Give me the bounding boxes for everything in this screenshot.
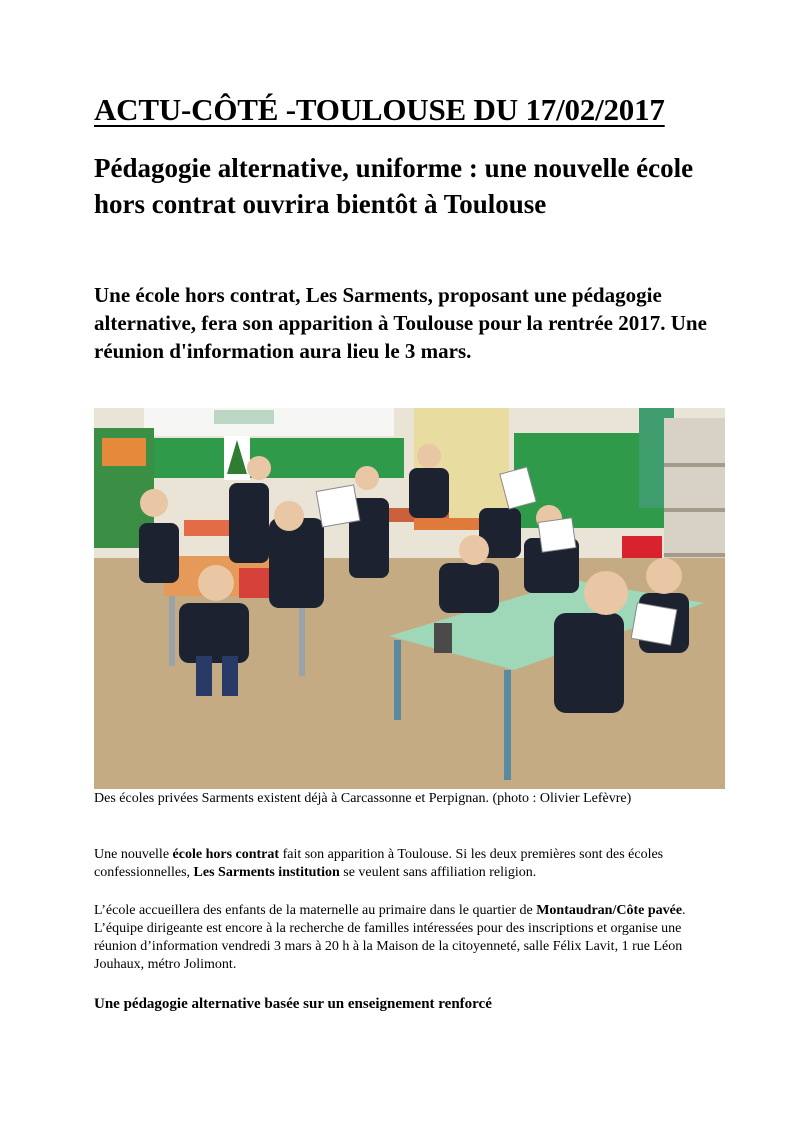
article-headline: Pédagogie alternative, uniforme : une nouvelle école hors contrat ouvrira bientôt à Toulouse [94,153,694,219]
paragraph-text: se veulent sans affiliation religion. [339,865,537,880]
classroom-photo [94,408,725,789]
paragraph-text: fait son apparition à Toulouse. Si les deux premières sont des écoles confessionnelles, [94,847,664,880]
paragraph-location [94,902,714,974]
bold-term-les-sarments: Les Sarments institution [193,865,340,880]
paragraph-text: . L’équipe dirigeante est encore à la recherche de familles intéressées pour des inscriptions et organise une réunion d’information vendredi 3 mars à 20 h à la Maison de la citoyenneté, salle Félix Lavit, 1 rue Léon Jouhaux, métro Jolimont. [94,903,686,972]
article-lead: Une école hors contrat, Les Sarments, proposant une pédagogie alternative, fera son apparition à Toulouse pour la rentrée 2017. Une réunion d'information aura lieu le 3 mars. [94,283,707,363]
photo-caption: Des écoles privées Sarments existent déjà à Carcassonne et Perpignan. (photo : Olivier Lefèvre) [94,791,632,806]
bold-term-ecole-hors-contrat: école hors contrat [172,847,280,862]
section-subheading: Une pédagogie alternative basée sur un enseignement renforcé [94,996,492,1012]
paragraph-text: L’école accueillera des enfants de la maternelle au primaire dans le quartier de [94,903,537,918]
page-header: ACTU-CÔTÉ -TOULOUSE DU 17/02/2017 [94,92,665,127]
paragraph-intro [94,846,714,882]
bold-term-montaudran: Montaudran/Côte pavée [536,903,683,918]
paragraph-text: Une nouvelle [94,847,173,862]
